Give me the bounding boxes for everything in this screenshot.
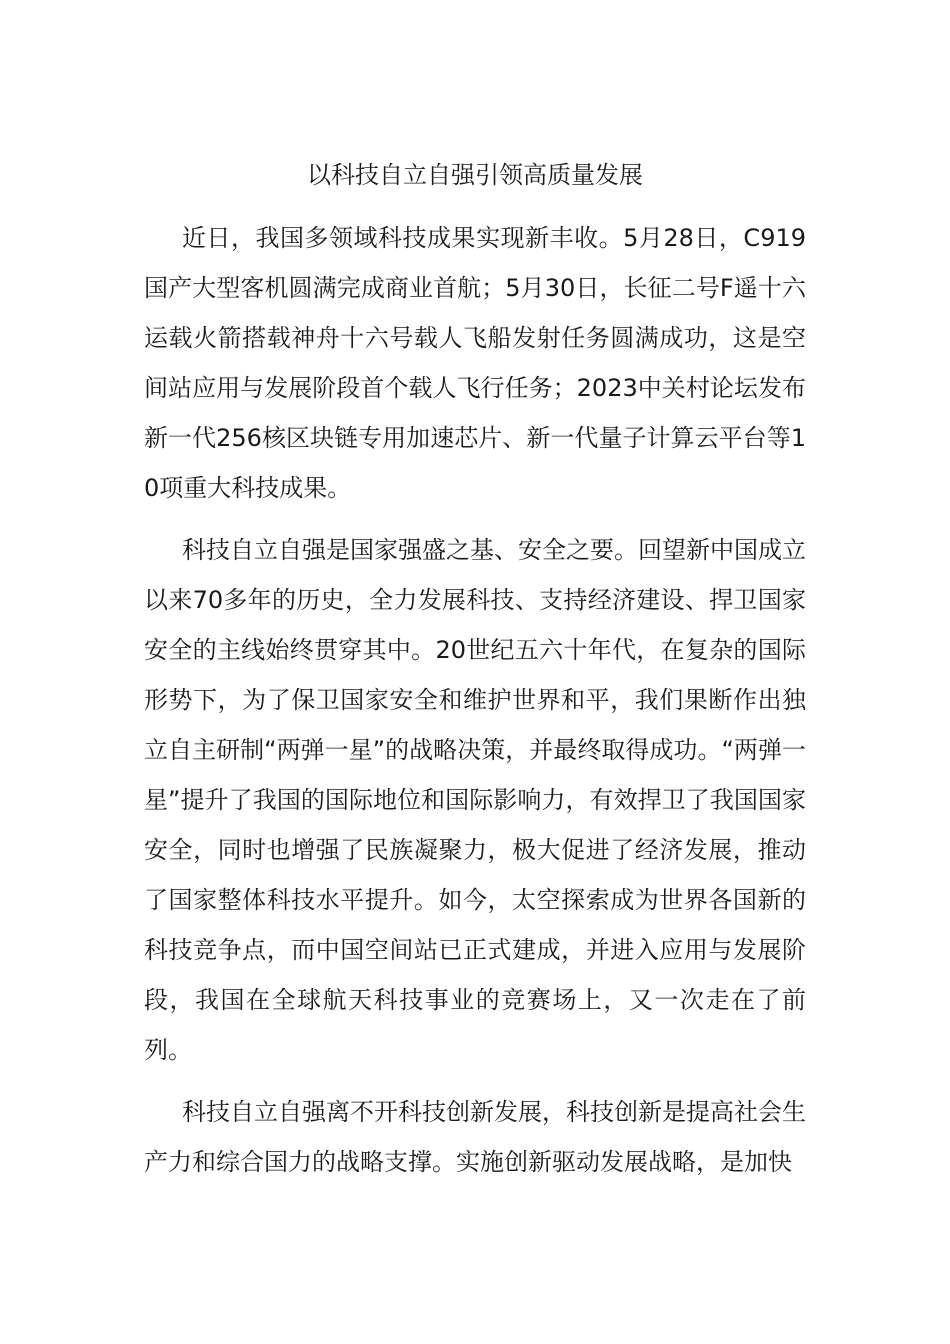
document-body [144, 213, 806, 1199]
paragraph-3: 科技自立自强离不开科技创新发展，科技创新是提高社会生产力和综合国力的战略支撑。实施创新驱动发展战略，是加快 [144, 1098, 806, 1176]
paragraph-1: 近日，我国多领域科技成果实现新丰收。5月28日，C919国产大型客机圆满完成商业首航；5月30日，长征二号F遥十六运载火箭搭载神舟十六号载人飞船发射任务圆满成功，这是空间站应用与发展阶段首个载人飞行任务；2023中关村论坛发布新一代256核区块链专用加速芯片、新一代量子计算云平台等10项重大科技成果。 [144, 224, 806, 502]
paragraph-2: 科技自立自强是国家强盛之基、安全之要。回望新中国成立以来70多年的历史，全力发展科技、支持经济建设、捍卫国家安全的主线始终贯穿其中。20世纪五六十年代，在复杂的国际形势下，为了保卫国家安全和维护世界和平，我们果断作出独立自主研制“两弹一星”的战略决策，并最终取得成功。“两弹一星”提升了我国的国际地位和国际影响力，有效捍卫了我国国家安全，同时也增强了民族凝聚力，极大促进了经济发展，推动了国家整体科技水平提升。如今，太空探索成为世界各国新的科技竞争点，而中国空间站已正式建成，并进入应用与发展阶段，我国在全球航天科技事业的竞赛场上，又一次走在了前列。 [144, 536, 806, 1064]
document-title: 以科技自立自强引领高质量发展 [307, 161, 643, 189]
